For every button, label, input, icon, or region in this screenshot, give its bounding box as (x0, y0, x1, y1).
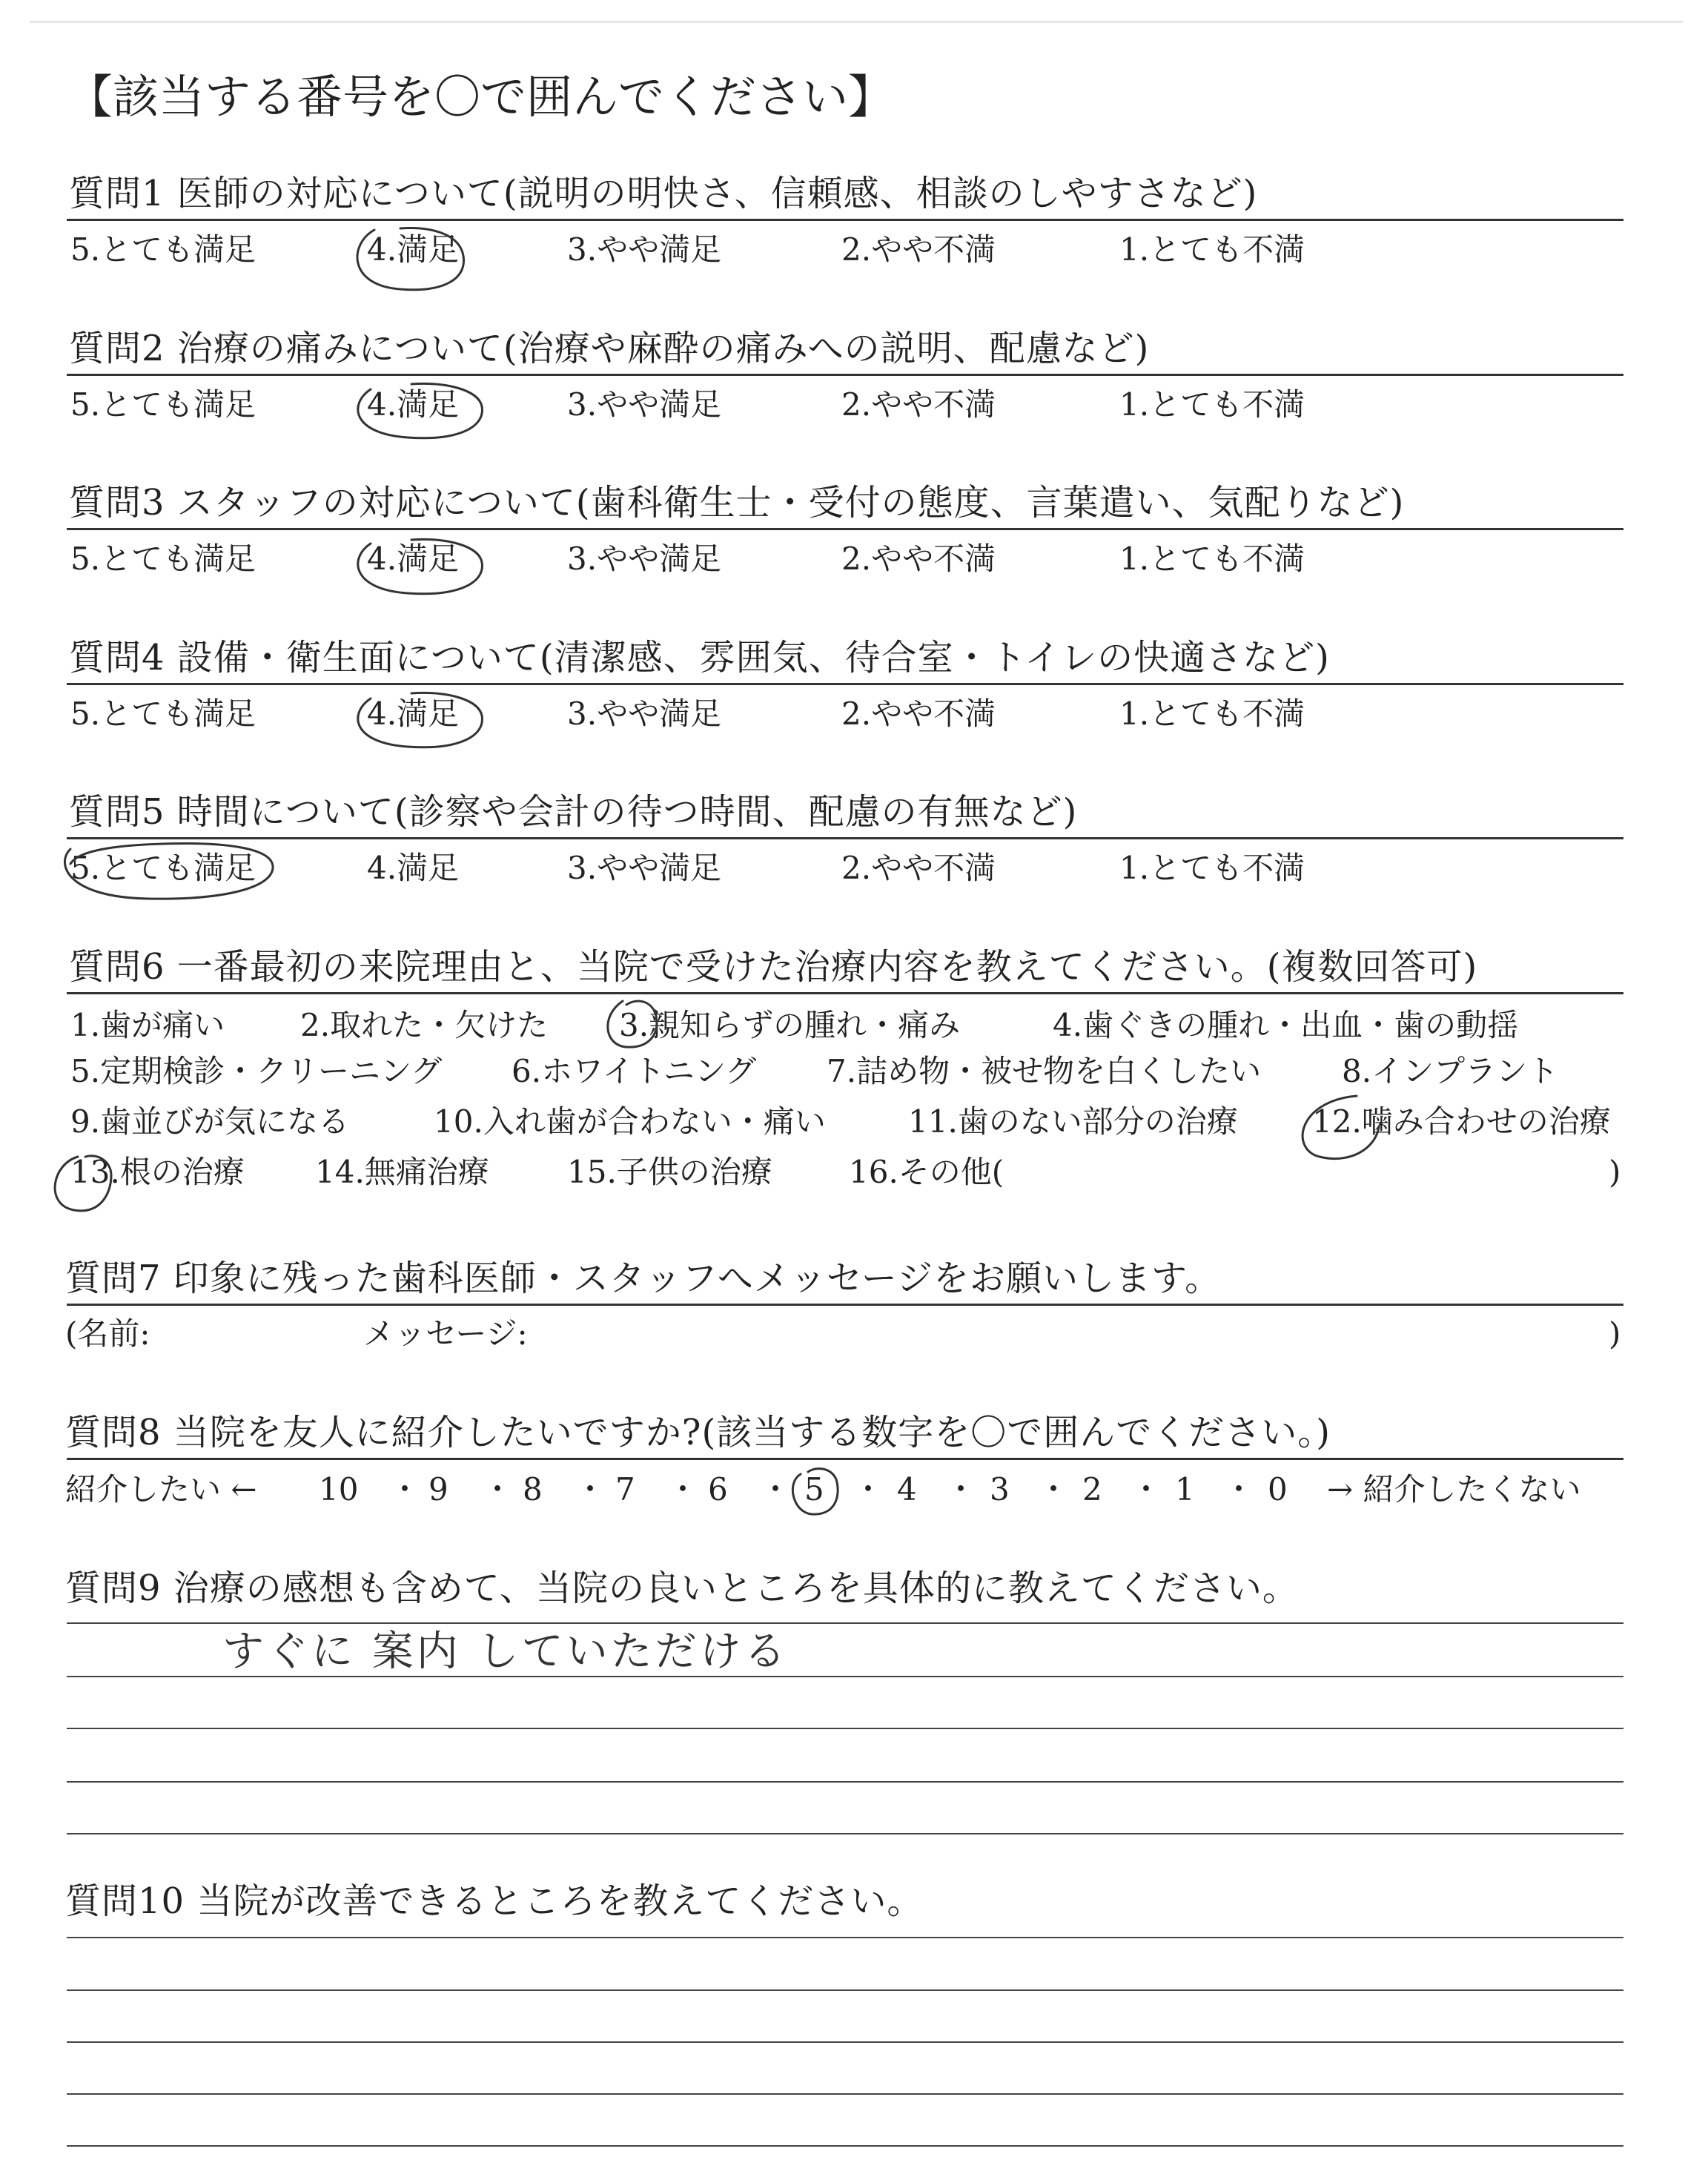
q2-option-2[interactable]: 2.やや不満 (841, 386, 996, 423)
question-6-label: 質問6 一番最初の来院理由と、当院で受けた治療内容を教えてください。(複数回答可) (69, 946, 1478, 988)
q8-score-4[interactable]: 4 (897, 1471, 917, 1507)
q5-option-2[interactable]: 2.やや不満 (841, 850, 996, 886)
q8-score-9[interactable]: 9 (428, 1471, 448, 1507)
q2-option-5[interactable]: 5.とても満足 (70, 386, 256, 423)
q2-option-1[interactable]: 1.とても不満 (1119, 386, 1305, 423)
q8-score-3[interactable]: 3 (990, 1471, 1010, 1507)
q5-option-4[interactable]: 4.満足 (367, 850, 460, 886)
answer-line (67, 2145, 1623, 2147)
q6-option-3[interactable]: 3.親知らずの腫れ・痛み (619, 1007, 961, 1043)
question-6-rule (67, 992, 1623, 994)
q4-option-2[interactable]: 2.やや不満 (841, 696, 996, 732)
q7-name-label: (名前: (65, 1315, 150, 1352)
q3-option-3[interactable]: 3.やや満足 (567, 541, 722, 577)
question-3-label: 質問3 スタッフの対応について(歯科衛生士・受付の態度、言葉遣い、気配りなど) (69, 482, 1405, 524)
question-5-rule (67, 837, 1623, 839)
q8-score-10[interactable]: 10 (319, 1471, 359, 1507)
question-4-label: 質問4 設備・衛生面について(清潔感、雰囲気、待合室・トイレの快適さなど) (69, 637, 1330, 678)
q8-dot: ・ (389, 1471, 421, 1507)
q6-option-9[interactable]: 9.歯並びが気になる (70, 1103, 350, 1140)
question-3-rule (67, 528, 1623, 530)
page-top-edge (30, 21, 1683, 23)
q8-dot: ・ (1223, 1471, 1255, 1507)
question-7-rule (67, 1304, 1623, 1306)
q4-option-1[interactable]: 1.とても不満 (1119, 696, 1305, 732)
question-1-label: 質問1 医師の対応について(説明の明快さ、信頼感、相談のしやすさなど) (69, 173, 1258, 214)
q8-dot: ・ (667, 1471, 699, 1507)
q8-dot: ・ (945, 1471, 977, 1507)
q1-option-1[interactable]: 1.とても不満 (1119, 231, 1305, 268)
q6-option-1[interactable]: 1.歯が痛い (70, 1007, 225, 1043)
q8-dot: ・ (760, 1471, 792, 1507)
q8-score-2[interactable]: 2 (1082, 1471, 1102, 1507)
q4-option-3[interactable]: 3.やや満足 (567, 696, 722, 732)
q8-dot: ・ (853, 1471, 884, 1507)
q8-dot: ・ (482, 1471, 514, 1507)
question-4-rule (67, 683, 1623, 685)
q6-option-12[interactable]: 12.噛み合わせの治療 (1312, 1103, 1611, 1140)
q6-option-2[interactable]: 2.取れた・欠けた (300, 1007, 549, 1043)
q8-score-0[interactable]: 0 (1268, 1471, 1288, 1507)
q6-option-10[interactable]: 10.入れ歯が合わない・痛い (434, 1103, 826, 1140)
question-8-rule (67, 1458, 1623, 1460)
answer-line (67, 1676, 1623, 1677)
q1-option-3[interactable]: 3.やや満足 (567, 231, 722, 268)
q3-option-5[interactable]: 5.とても満足 (70, 541, 256, 577)
answer-line (67, 2041, 1623, 2043)
q6-option-14[interactable]: 14.無痛治療 (315, 1154, 489, 1190)
q6-option-8[interactable]: 8.インプラント (1342, 1053, 1559, 1089)
q8-score-7[interactable]: 7 (615, 1471, 635, 1507)
question-1-rule (67, 219, 1623, 221)
q4-option-4[interactable]: 4.満足 (367, 696, 460, 732)
q1-option-2[interactable]: 2.やや不満 (841, 231, 996, 268)
q4-option-5[interactable]: 5.とても満足 (70, 696, 256, 732)
q5-option-5[interactable]: 5.とても満足 (70, 850, 256, 886)
q2-option-3[interactable]: 3.やや満足 (567, 386, 722, 423)
q6-option-15[interactable]: 15.子供の治療 (567, 1154, 772, 1190)
q9-handwritten-answer[interactable]: すぐに 案内 していただける (222, 1628, 789, 1676)
q1-option-5[interactable]: 5.とても満足 (70, 231, 256, 268)
answer-line (67, 1622, 1623, 1624)
question-8-label: 質問8 当院を友人に紹介したいですか?(該当する数字を〇で囲んでください。) (65, 1412, 1331, 1453)
answer-line (67, 1833, 1623, 1834)
q6-option-13[interactable]: 13.根の治療 (70, 1154, 245, 1190)
q5-option-1[interactable]: 1.とても不満 (1119, 850, 1305, 886)
q8-score-8[interactable]: 8 (523, 1471, 543, 1507)
q8-score-1[interactable]: 1 (1175, 1471, 1195, 1507)
question-2-rule (67, 374, 1623, 376)
q1-option-4[interactable]: 4.満足 (367, 231, 460, 268)
q7-close-paren: ) (1609, 1315, 1621, 1352)
answer-line (67, 1989, 1623, 1991)
q3-option-4[interactable]: 4.満足 (367, 541, 460, 577)
q6-option-11[interactable]: 11.歯のない部分の治療 (908, 1103, 1238, 1140)
q6-option-16[interactable]: 16.その他( (849, 1154, 1004, 1190)
question-2-label: 質問2 治療の痛みについて(治療や麻酔の痛みへの説明、配慮など) (69, 328, 1150, 369)
answer-line (67, 1781, 1623, 1783)
q6-option-4[interactable]: 4.歯ぐきの腫れ・出血・歯の動揺 (1053, 1007, 1519, 1043)
q7-message-label: メッセージ: (363, 1315, 528, 1352)
q8-dot: ・ (1131, 1471, 1162, 1507)
q8-right-label: → 紹介したくない (1327, 1471, 1581, 1507)
q6-option-6[interactable]: 6.ホワイトニング (512, 1053, 757, 1089)
q3-option-1[interactable]: 1.とても不満 (1119, 541, 1305, 577)
q3-option-2[interactable]: 2.やや不満 (841, 541, 996, 577)
question-9-label: 質問9 治療の感想も含めて、当院の良いところを具体的に教えてください。 (65, 1568, 1299, 1609)
q8-dot: ・ (575, 1471, 606, 1507)
q8-score-6[interactable]: 6 (708, 1471, 728, 1507)
answer-line (67, 1728, 1623, 1729)
instruction-heading: 【該当する番号を〇で囲んでください】 (67, 70, 895, 124)
question-10-label: 質問10 当院が改善できるところを教えてください。 (65, 1880, 924, 1922)
q6-other-close-paren: ) (1609, 1154, 1621, 1190)
answer-line (67, 2093, 1623, 2095)
q2-option-4[interactable]: 4.満足 (367, 386, 460, 423)
q6-option-7[interactable]: 7.詰め物・被せ物を白くしたい (827, 1053, 1262, 1089)
q8-left-label: 紹介したい ← (65, 1471, 257, 1507)
answer-line (67, 1937, 1623, 1938)
q5-option-3[interactable]: 3.やや満足 (567, 850, 722, 886)
question-7-label: 質問7 印象に残った歯科医師・スタッフへメッセージをお願いします。 (65, 1258, 1222, 1299)
q8-dot: ・ (1038, 1471, 1070, 1507)
question-5-label: 質問5 時間について(診察や会計の待つ時間、配慮の有無など) (69, 791, 1078, 833)
q6-option-5[interactable]: 5.定期検診・クリーニング (70, 1053, 443, 1089)
q8-score-5[interactable]: 5 (804, 1471, 824, 1507)
